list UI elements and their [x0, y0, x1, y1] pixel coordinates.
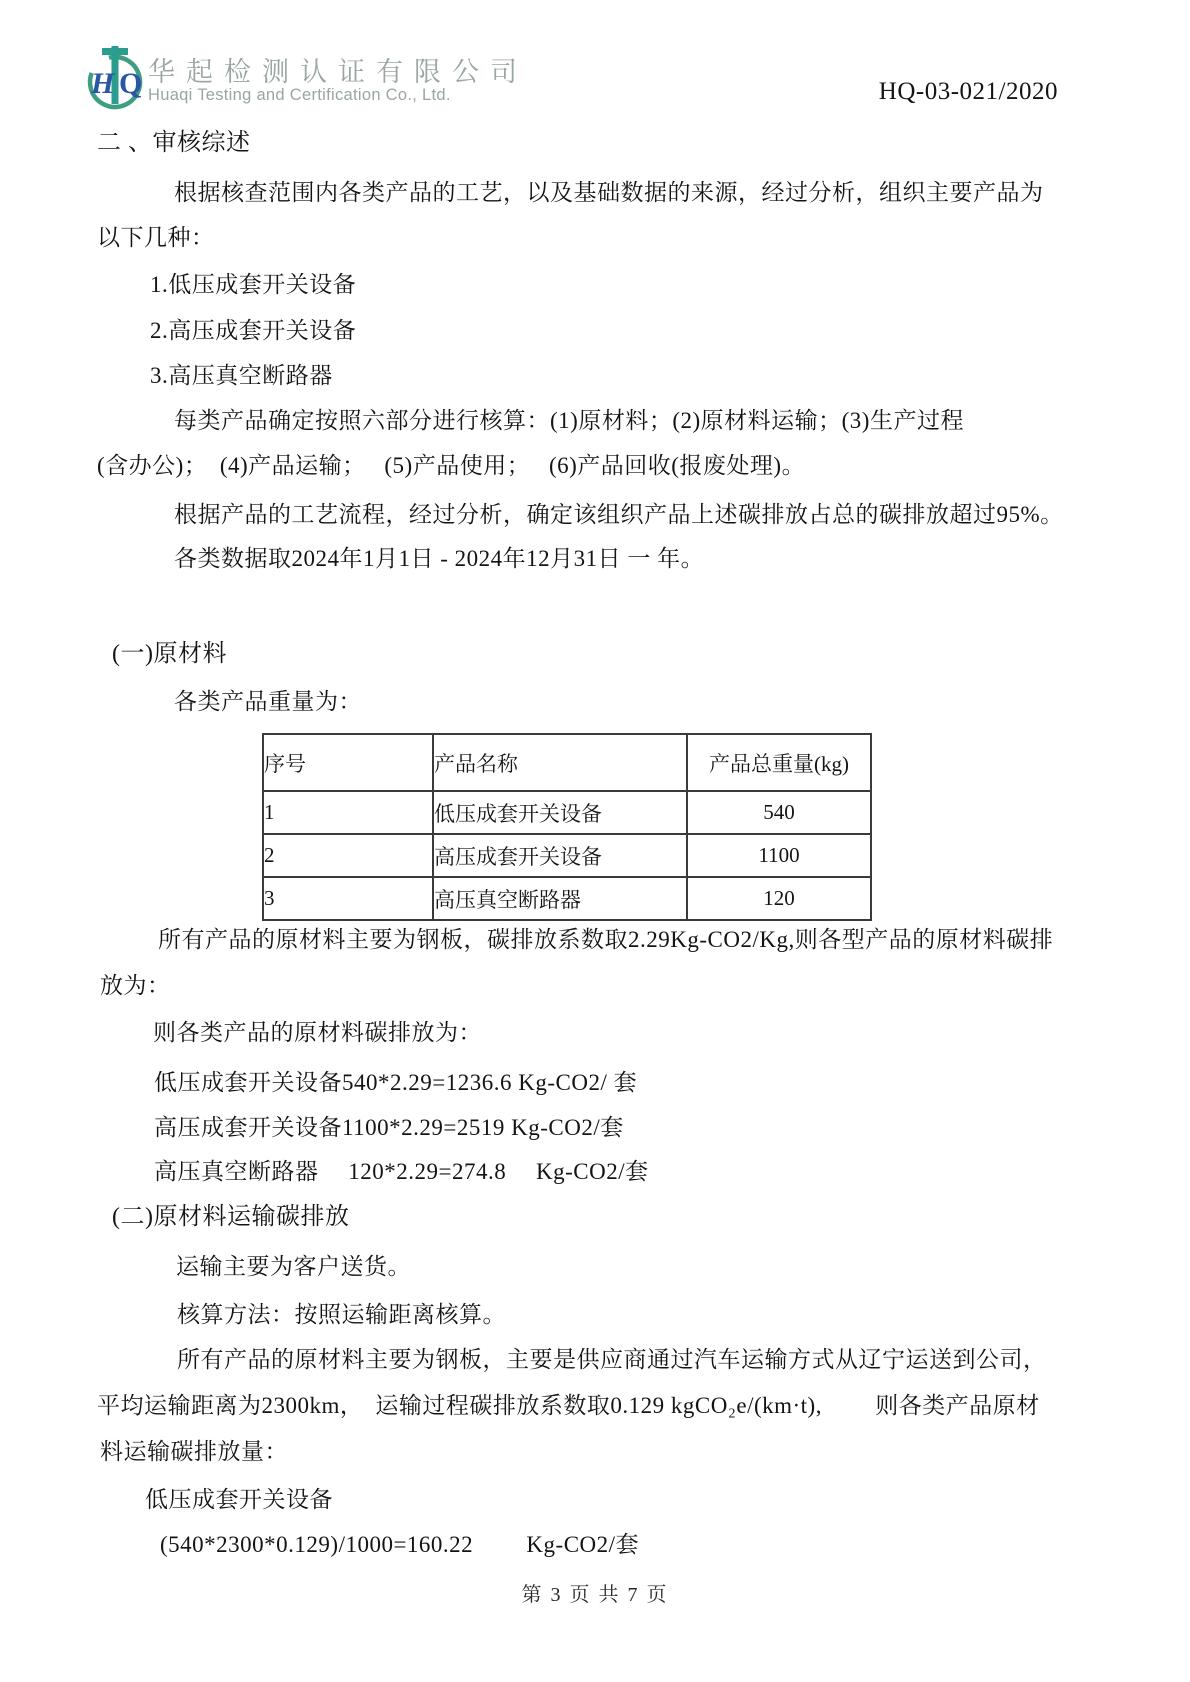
emission-calc-1: 低压成套开关设备540*2.29=1236.6 Kg-CO2/ 套: [154, 1070, 638, 1095]
table-header-index: 序号: [263, 734, 433, 791]
doc-number: HQ-03-021/2020: [878, 78, 1058, 105]
steel-factor-line2: 放为：: [100, 973, 171, 998]
section2-method: 核算方法：按照运输距离核算。: [177, 1302, 506, 1327]
row3-weight: 120: [687, 877, 871, 920]
section2-product1: 低压成套开关设备: [145, 1487, 333, 1512]
logo-hq-icon: [86, 44, 144, 119]
company-name-en: Huaqi Testing and Certification Co., Ltd.: [148, 86, 451, 104]
row2-weight: 1100: [687, 834, 871, 877]
section1-title: (一)原材料: [112, 641, 227, 667]
row1-name: 低压成套开关设备: [433, 791, 687, 834]
product-list-item-2: 2.高压成套开关设备: [150, 318, 357, 343]
accounting-parts-line2: (含办公)； (4)产品运输； (5)产品使用； (6)产品回收(报废处理)。: [97, 453, 806, 478]
table-row: [263, 834, 871, 877]
table-header-weight: 产品总重量(kg): [687, 734, 871, 791]
steel-factor-line1: 所有产品的原材料主要为钢板，碳排放系数取2.29Kg-CO2/Kg,则各型产品的原材料碳排: [158, 927, 1054, 952]
row3-index: 3: [263, 877, 433, 920]
product-list-item-1: 1.低压成套开关设备: [150, 272, 357, 297]
emission-intro: 则各类产品的原材料碳排放为：: [153, 1020, 482, 1045]
table-header-name: 产品名称: [433, 734, 687, 791]
product-list-item-3: 3.高压真空断路器: [150, 363, 333, 388]
company-name-zh: 华起检测认证有限公司: [148, 57, 528, 87]
row2-index: 2: [263, 834, 433, 877]
table-header-row: [263, 734, 871, 791]
accounting-parts-line1: 每类产品确定按照六部分进行核算：(1)原材料；(2)原材料运输；(3)生产过程: [174, 408, 964, 433]
row3-name: 高压真空断路器: [433, 877, 687, 920]
section2-delivery: 运输主要为客户送货。: [176, 1254, 411, 1279]
intro-paragraph-line2: 以下几种：: [97, 225, 215, 250]
section2-para-line2: 平均运输距离为2300km， 运输过程碳排放系数取0.129 kgCO₂e/(km·t), 则各类产品原材: [97, 1393, 1040, 1418]
row2-name: 高压成套开关设备: [433, 834, 687, 877]
emission-calc-2: 高压成套开关设备1100*2.29=2519 Kg-CO2/套: [154, 1115, 624, 1140]
section2-para-line3: 料运输碳排放量：: [100, 1439, 288, 1464]
data-period-line: 各类数据取2024年1月1日 - 2024年12月31日 一 年。: [174, 546, 705, 571]
row1-weight: 540: [687, 791, 871, 834]
section1-intro: 各类产品重量为：: [174, 689, 362, 714]
svg-text:Q: Q: [119, 67, 143, 100]
process-analysis-line: 根据产品的工艺流程，经过分析，确定该组织产品上述碳排放占总的碳排放超过95%。: [174, 502, 1064, 527]
section2-title: (二)原材料运输碳排放: [112, 1204, 350, 1230]
table-row: [263, 877, 871, 920]
page-number: 第 3 页 共 7 页: [521, 1584, 669, 1606]
svg-text:H: H: [91, 67, 115, 100]
section-heading: 二 、审核综述: [97, 130, 251, 156]
row1-index: 1: [263, 791, 433, 834]
emission-calc-3: 高压真空断路器 120*2.29=274.8 Kg-CO2/套: [154, 1159, 649, 1184]
section2-para-line1: 所有产品的原材料主要为钢板，主要是供应商通过汽车运输方式从辽宁运送到公司，: [177, 1347, 1047, 1372]
table-row: [263, 791, 871, 834]
company-logo: [86, 42, 528, 117]
intro-paragraph-line1: 根据核查范围内各类产品的工艺，以及基础数据的来源，经过分析，组织主要产品为: [174, 180, 1044, 205]
section2-formula1: (540*2300*0.129)/1000=160.22 Kg-CO2/套: [160, 1532, 640, 1557]
product-weight-table: [262, 733, 872, 921]
